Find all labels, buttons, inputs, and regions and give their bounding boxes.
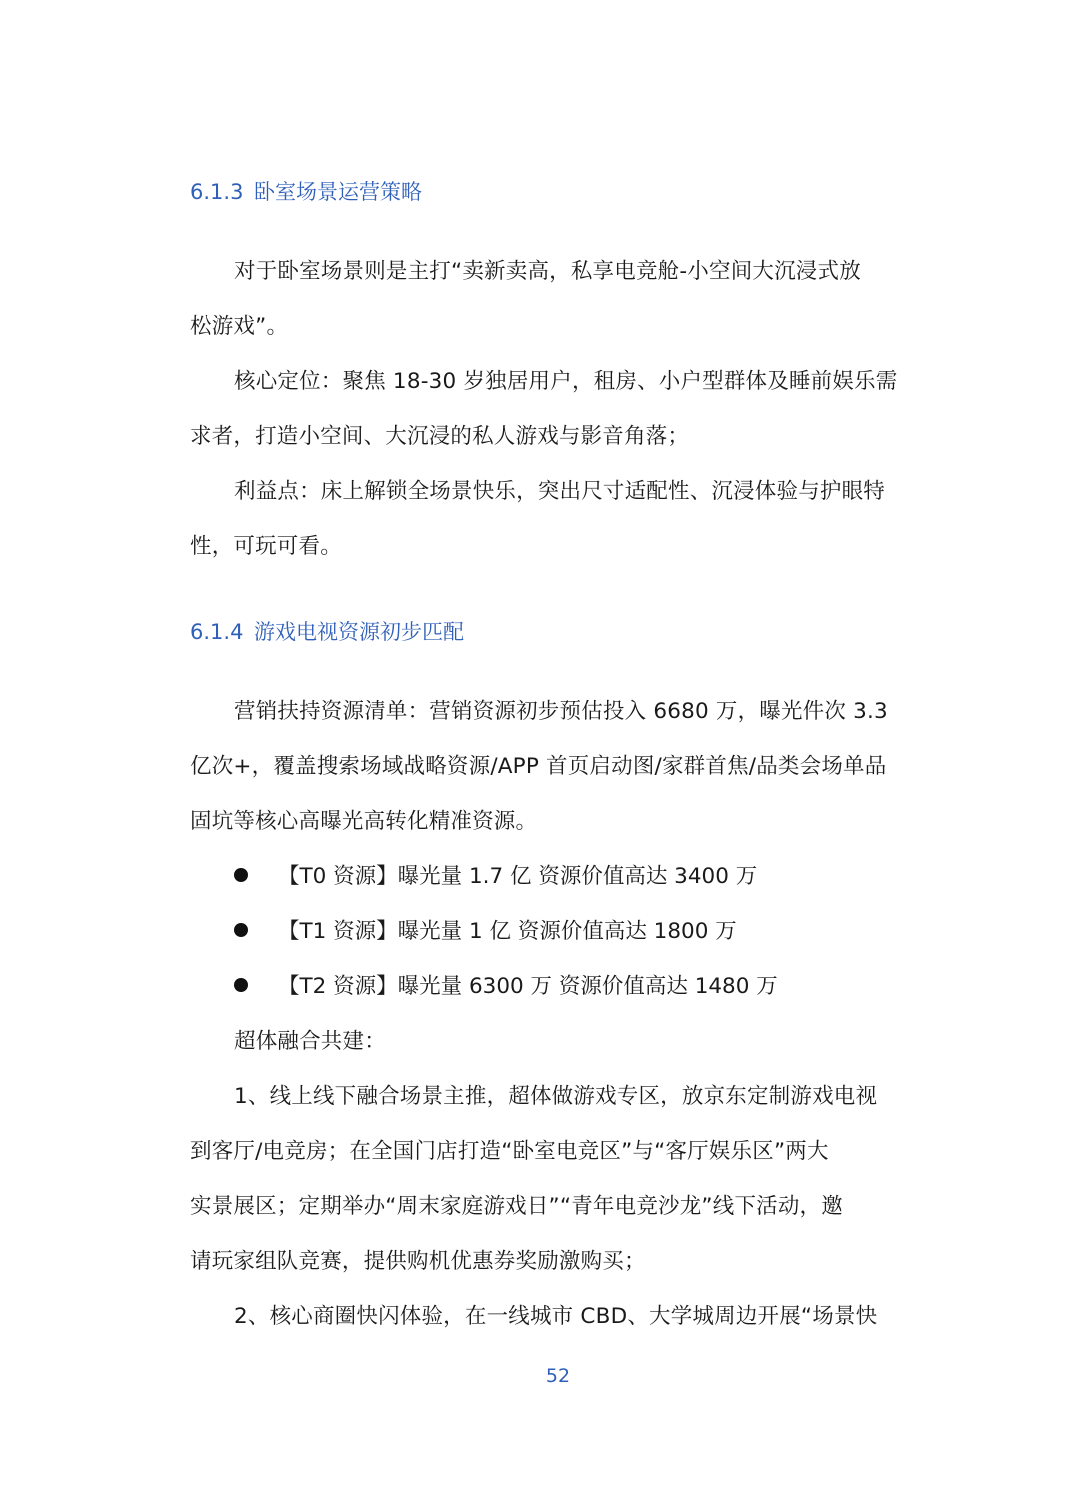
paragraph-line: 请玩家组队竞赛，提供购机优惠券奖励激购买；	[190, 1249, 646, 1274]
section-heading-6-1-4	[190, 616, 464, 646]
paragraph-line: 求者，打造小空间、大沉浸的私人游戏与影音角落；	[190, 424, 690, 449]
section-heading-6-1-3	[190, 176, 422, 206]
section-number: 6.1.3	[190, 180, 244, 204]
paragraph-line: 2、核心商圈快闪体验，在一线城市 CBD、大学城周边开展“场景快	[234, 1304, 878, 1329]
paragraph-line: 亿次+，覆盖搜索场域战略资源/APP 首页启动图/家群首焦/品类会场单品	[190, 754, 887, 779]
paragraph-line: 1、线上线下融合场景主推，超体做游戏专区，放京东定制游戏电视	[234, 1084, 878, 1109]
list-item	[234, 917, 737, 947]
paragraph-line: 性，可玩可看。	[190, 534, 342, 559]
section-number: 6.1.4	[190, 620, 244, 644]
bullet-icon	[234, 868, 248, 882]
paragraph-line: 固坑等核心高曝光高转化精准资源。	[190, 809, 538, 834]
paragraph-line: 利益点：床上解锁全场景快乐，突出尺寸适配性、沉浸体验与护眼特	[234, 479, 886, 504]
list-item	[234, 862, 757, 892]
section-title: 卧室场景运营策略	[254, 180, 422, 204]
paragraph-line: 营销扶持资源清单：营销资源初步预估投入 6680 万，曝光件次 3.3	[234, 699, 888, 724]
page-number: 52	[545, 1365, 571, 1387]
bullet-icon	[234, 923, 248, 937]
paragraph-line: 对于卧室场景则是主打“卖新卖高，私享电竞舱-小空间大沉浸式放	[234, 259, 861, 284]
paragraph-line: 核心定位：聚焦 18-30 岁独居用户，租房、小户型群体及睡前娱乐需	[234, 369, 898, 394]
paragraph-line: 到客厅/电竞房；在全国门店打造“卧室电竞区”与“客厅娱乐区”两大	[190, 1139, 829, 1164]
sub-heading: 超体融合共建：	[234, 1029, 386, 1054]
list-item-text: 【T0 资源】曝光量 1.7 亿 资源价值高达 3400 万	[278, 864, 758, 889]
list-item-text: 【T2 资源】曝光量 6300 万 资源价值高达 1480 万	[278, 974, 778, 999]
list-item-text: 【T1 资源】曝光量 1 亿 资源价值高达 1800 万	[278, 919, 737, 944]
paragraph-line: 松游戏”。	[190, 314, 289, 339]
paragraph-line: 实景展区；定期举办“周末家庭游戏日”“青年电竞沙龙”线下活动，邀	[190, 1194, 843, 1219]
bullet-icon	[234, 978, 248, 992]
section-title: 游戏电视资源初步匹配	[254, 620, 464, 644]
list-item	[234, 972, 778, 1002]
